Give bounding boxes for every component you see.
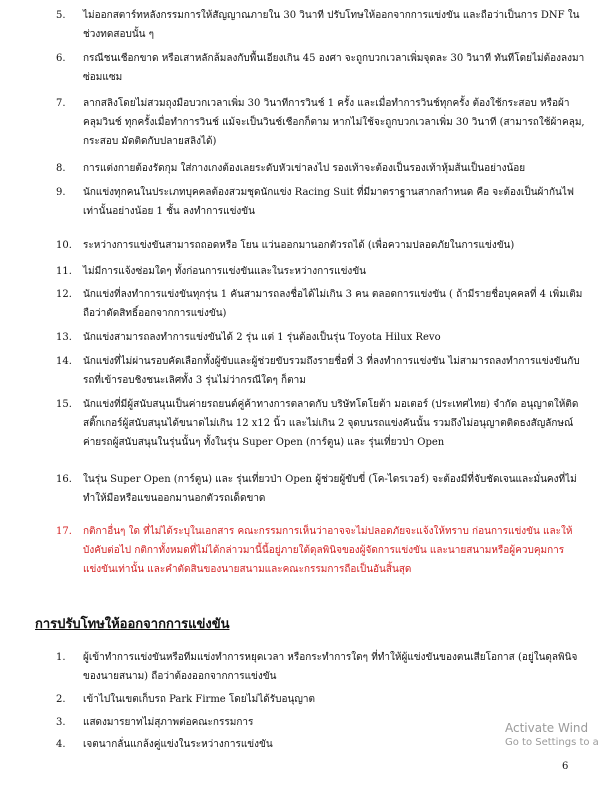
rule-number: 11. (56, 266, 72, 277)
rule-number: 6. (56, 53, 66, 64)
rule-text: นักแข่งที่ไม่ผ่านรอบคัดเลือกทั้งผู้ขับและผู้ช่วยขับรวมถึงรายชื่อที่ 3 ที่ลงทำการแข่งขัน ไม่สามารถลงทำการแข่งขันกับรถที่เข้ารอบชิงชนะเลิศทั้ง 3 รุ่นไม่ว่ากรณีใดๆ ก็ตาม (83, 356, 580, 386)
rule-number: 10. (56, 240, 72, 251)
rule-number: 9. (56, 187, 66, 198)
rule-text: ลากสลิงโดยไม่สวมถุงมือบวกเวลาเพิ่ม 30 วินาทีการวินช์ 1 ครั้ง และเมื่อทำการวินช์ทุกครั้ง ต้องใช้กระสอบ หรือผ้าคลุมวินช์ ทุกครั้งเมื่อทำการวินช์ แม้จะเป็นวินช์เชือกก็ตาม หากไม่ใช้จะถูกบวกเวลาเพิ่ม 30 วินาที (สามารถใช้ผ้าคลุม, กระสอบ มัดติดกับปลายสลิงได้) (83, 98, 585, 147)
rule-text: ไม่มีการแจ้งซ่อมใดๆ ทั้งก่อนการแข่งขันและในระหว่างการแข่งขัน (83, 266, 366, 277)
rule-number: 15. (56, 399, 72, 410)
rule-text: การแต่งกายต้องรัดกุม ใส่กางเกงต้องเลยระดับหัวเข่าลงไป รองเท้าจะต้องเป็นรองเท้าหุ้มส้นเป็นอย่างน้อย (83, 163, 526, 174)
penalty-number: 1. (56, 652, 66, 663)
penalty-number: 3. (56, 717, 66, 728)
penalty-text: แสดงมารยาทไม่สุภาพต่อคณะกรรมการ (83, 717, 254, 728)
activate-windows-watermark (505, 720, 604, 750)
rule-number: 7. (56, 98, 66, 109)
rule-number: 16. (56, 474, 72, 485)
rule-text: กรณีชนเชือกขาด หรือเสาหลักล้มลงกับพื้นเอียงเกิน 45 องศา จะถูกบวกเวลาเพิ่มจุดละ 30 วินาที ทันทีโดยไม่ต้องลงมาซ่อมแซม (83, 53, 585, 83)
rule-text: นักแข่งที่มีผู้สนับสนุนเป็นค่ายรถยนต์คู่ค้าทางการตลาดกับ บริษัทโตโยต้า มอเตอร์ (ประเทศไทย) จำกัด อนุญาตให้ติดสติ๊กเกอร์ผู้สนับสนุนได้ขนาดไม่เกิน 12 x12 นิ้ว และไม่เกิน 2 จุดบนรถแข่งคันนั้น รวมถึงไม่อนุญาตติดธงสัญลักษณ์ค่ายรถผู้สนับสนุนในรุ่นนั้นๆ ทั้งในรุ่น Super Open (การ์ตูน) และ รุ่นเที่ยวป่า Open (83, 399, 579, 448)
rule-text: นักแข่งที่ลงทำการแข่งขันทุกรุ่น 1 คันสามารถลงชื่อได้ไม่เกิน 3 คน ตลอดการแข่งขัน ( ถ้ามีรายชื่อบุคคลที่ 4 เพิ่มเติมถือว่าตัดสิทธิ์ออกจากการแข่งขัน) (83, 289, 583, 319)
penalty-number: 4. (56, 739, 66, 750)
rule-text: ในรุ่น Super Open (การ์ตูน) และ รุ่นเที่ยวป่า Open ผู้ช่วยผู้ขับขี่ (โค-ไดรเวอร์) จะต้องมีที่จับชัดเจนและมั่นคงที่ไม่ทำให้มือหรือแขนออกมานอกตัวรถเด็ดขาด (83, 474, 577, 504)
rule-text: ไม่ออกสตาร์ทหลังกรรมการให้สัญญาณภายใน 30 วินาที ปรับโทษให้ออกจากการแข่งขัน และถือว่าเป็นการ DNF ในช่วงทดสอบนั้น ๆ (83, 10, 580, 40)
rule-text: ระหว่างการแข่งขันสามารถถอดหรือ โยน แว่นออกมานอกตัวรถได้ (เพื่อความปลอดภัยในการแข่งขัน) (83, 240, 515, 251)
penalty-text: ผู้เข้าทำการแข่งขันหรือทีมแข่งทำการหยุดเวลา หรือกระทำการใดๆ ที่ทำให้ผู้แข่งขันของตนเสียโอกาส (อยู่ในดุลพินิจของนายสนาม) ถือว่าต้องออกจากการแข่งขัน (83, 652, 578, 682)
rule-number: 14. (56, 356, 72, 367)
rule-number: 13. (56, 332, 72, 343)
watermark-subtitle: Go to Settings to a (505, 737, 599, 748)
watermark-title: Activate Wind (505, 721, 589, 735)
penalty-text: เจตนากลั่นแกล้งคู่แข่งในระหว่างการแข่งขัน (83, 739, 273, 750)
rule-text: นักแข่งทุกคนในประเภทบุคคลต้องสวมชุดนักแข่ง Racing Suit ที่มีมาตราฐานสากลกำหนด คือ จะต้องเป็นผ้ากันไฟเท่านั้นอย่างน้อย 1 ชั้น ลงทำการแข่งขัน (83, 187, 575, 217)
section-heading: การปรับโทษให้ออกจากการแข่งขัน (35, 617, 230, 632)
penalty-text: เข้าไปในเขตเก็บรถ Park Firme โดยไม่ได้รับอนุญาต (83, 694, 315, 705)
rule-number: 12. (56, 289, 72, 300)
rule-text: กติกาอื่นๆ ใด ที่ไม่ได้ระบุในเอกสาร คณะกรรมการเห็นว่าอาจจะไม่ปลอดภัยจะแจ้งให้ทราบ ก่อนการแข่งขัน และให้บังคับต่อไป กติกาทั้งหมดที่ไม่ได้กล่าวมานี้นี้อยู่ภายใต้ดุลพินิจของผู้จัดการแข่งขัน และนายสนามหรือผู้ควบคุมการแข่งขันเท่านั้น และคำตัดสินของนายสนามและคณะกรรมการถือเป็นอันสิ้นสุด (83, 526, 573, 575)
penalty-number: 2. (56, 694, 66, 705)
rule-number: 8. (56, 163, 66, 174)
rule-text: นักแข่งสามารถลงทำการแข่งขันได้ 2 รุ่น แต่ 1 รุ่นต้องเป็นรุ่น Toyota Hilux Revo (83, 332, 441, 343)
rule-number: 17. (56, 526, 72, 537)
page-number: 6 (562, 761, 569, 772)
rule-number: 5. (56, 10, 66, 21)
